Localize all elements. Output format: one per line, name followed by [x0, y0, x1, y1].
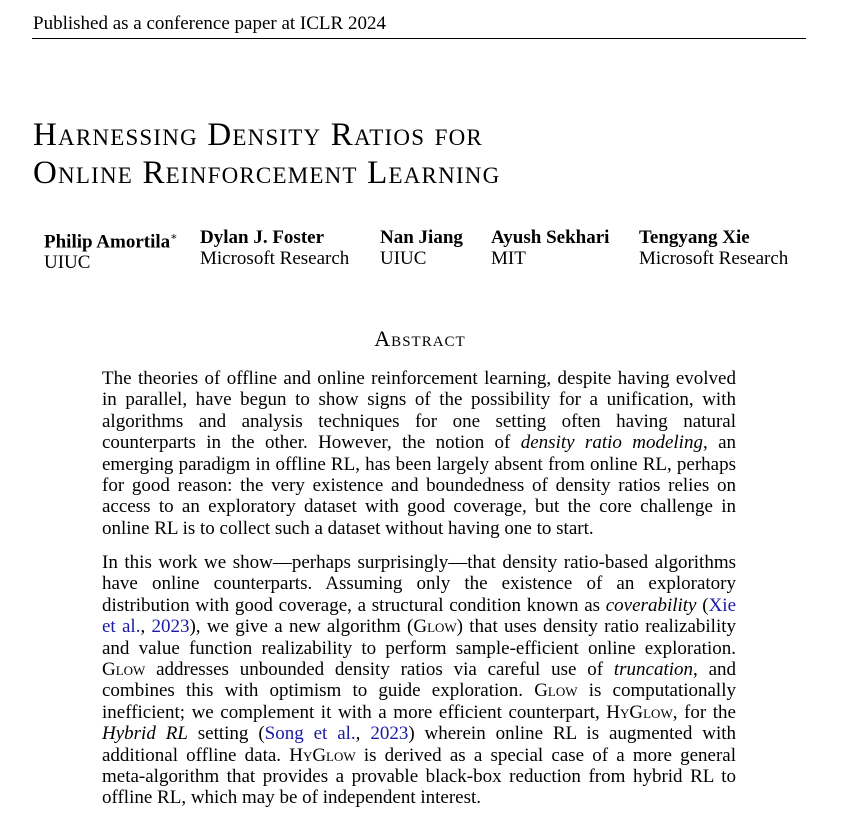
header-rule: [32, 38, 806, 39]
author-block: [200, 227, 349, 269]
author-affiliation: MIT: [491, 248, 526, 269]
author-block: [639, 227, 788, 269]
author-name: Nan Jiang: [380, 227, 463, 248]
emphasis: coverability: [605, 594, 697, 616]
algorithm-name: HyGlow: [289, 744, 356, 766]
emphasis: truncation: [613, 659, 694, 681]
footnote-mark: ∗: [170, 231, 178, 243]
abstract-paragraph-2: In this work we show—perhaps surprisingly—that density ratio-based algorithms have online counterparts. Assuming only the existence of an exploratory distribution with good coverage, a structural condition known as coverability (Xie et al., 2023), we give a new algorithm (Glow) that uses density ratio realizability and value function realizability to perform sample-efficient online exploration. Glow addresses unbounded density ratios via careful use of truncation, and combines this with optimism to guide exploration. Glow is computationally inefficient; we complement it with a more efficient counterpart, HyGlow, for the Hybrid RL setting (Song et al., 2023) wherein online RL is augmented with additional offline data. HyGlow is derived as a special case of a more general meta-algorithm that provides a provable black-box reduction from hybrid RL to offline RL, which may be of independent interest.: [102, 552, 737, 809]
abstract-heading: Abstract: [374, 326, 466, 351]
author-block: [380, 227, 463, 269]
author-affiliation: Microsoft Research: [639, 248, 789, 269]
title-line-1: Harnessing Density Ratios for: [33, 117, 483, 153]
citation-link[interactable]: Song et al.: [264, 723, 356, 745]
author-affiliation: UIUC: [44, 252, 91, 274]
author-name: Tengyang Xie: [639, 227, 750, 248]
paper-title: [33, 116, 500, 192]
emphasis: Hybrid RL: [102, 723, 188, 745]
author-name: Philip Amortila∗: [44, 231, 178, 253]
citation-year-link[interactable]: 2023: [151, 616, 190, 638]
algorithm-name: HyGlow: [606, 701, 673, 723]
algorithm-name: Glow: [102, 659, 146, 681]
author-name: Dylan J. Foster: [200, 227, 325, 248]
author-block: [491, 227, 609, 269]
emphasis: density ratio modeling: [520, 432, 703, 454]
title-line-2: Online Reinforcement Learning: [33, 155, 501, 191]
author-block: [44, 227, 178, 273]
author-affiliation: UIUC: [380, 248, 427, 269]
author-name: Ayush Sekhari: [491, 227, 610, 248]
abstract-paragraph-1: The theories of offline and online reinforcement learning, despite having evolved in parallel, have begun to show signs of the possibility for a unification, with algorithms and analysis techniques for one setting often having natural counterparts in the other. However, the notion of density ratio modeling, an emerging paradigm in offline RL, has been largely absent from online RL, perhaps for good reason: the very existence and boundedness of density ratios relies on access to an exploratory dataset with good coverage, but the core challenge in online RL is to collect such a dataset without having one to start.: [102, 368, 736, 539]
running-header: Published as a conference paper at ICLR 2024: [33, 13, 386, 34]
algorithm-name: Glow: [413, 616, 457, 638]
author-affiliation: Microsoft Research: [200, 248, 350, 269]
citation-year-link[interactable]: 2023: [370, 723, 409, 745]
algorithm-name: Glow: [534, 680, 578, 702]
citation-link[interactable]: Xie et al.: [102, 594, 736, 638]
